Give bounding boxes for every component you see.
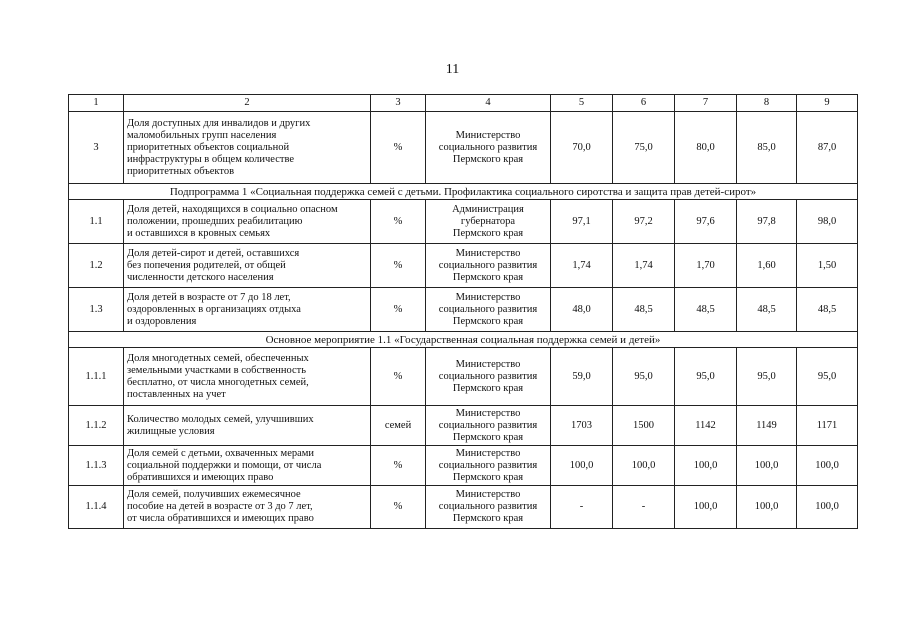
responsible-org bbox=[426, 486, 551, 529]
responsible-org-line: Пермского края bbox=[452, 431, 524, 443]
value-cell: 48,5 bbox=[613, 288, 675, 332]
responsible-org-line: Администрация bbox=[452, 203, 524, 215]
responsible-org bbox=[426, 288, 551, 332]
unit-cell: % bbox=[371, 112, 426, 184]
responsible-org-line: социального развития bbox=[438, 370, 538, 382]
indicator-name-line: Количество молодых семей, улучшивших bbox=[127, 413, 314, 425]
indicator-name-line: от числа обратившихся и имеющих право bbox=[127, 513, 314, 524]
column-header: 8 bbox=[737, 95, 797, 112]
value-cell: 1171 bbox=[797, 406, 858, 446]
indicator-name-line: маломобильных групп населения bbox=[127, 129, 277, 141]
column-number-row bbox=[69, 95, 858, 112]
value-cell: - bbox=[613, 486, 675, 529]
responsible-org-line: социального развития bbox=[438, 501, 538, 512]
value-cell: 1500 bbox=[613, 406, 675, 446]
unit-cell: % bbox=[371, 288, 426, 332]
responsible-org bbox=[426, 200, 551, 244]
column-header: 6 bbox=[613, 95, 675, 112]
value-cell: 95,0 bbox=[613, 348, 675, 406]
value-cell: 75,0 bbox=[613, 112, 675, 184]
indicator-name-line: социальной поддержки и помощи, от числа bbox=[127, 459, 322, 471]
value-cell: 59,0 bbox=[551, 348, 613, 406]
value-cell: 87,0 bbox=[797, 112, 858, 184]
value-cell: 97,1 bbox=[551, 200, 613, 244]
indicator-name-line: приоритетных объектов социальной bbox=[127, 141, 290, 153]
indicator-name bbox=[124, 112, 371, 184]
column-header: 3 bbox=[371, 95, 426, 112]
indicators-table bbox=[68, 94, 858, 529]
section-header-row bbox=[69, 332, 858, 348]
table-row bbox=[69, 348, 858, 406]
value-cell: 48,5 bbox=[797, 288, 858, 332]
indicator-name-line: и оставшихся в кровных семьях bbox=[127, 227, 271, 239]
section-header-row bbox=[69, 184, 858, 200]
responsible-org-line: Министерство bbox=[455, 489, 521, 500]
table-row bbox=[69, 486, 858, 529]
responsible-org-line: Министерство bbox=[455, 129, 521, 141]
value-cell: 100,0 bbox=[797, 446, 858, 486]
table-body bbox=[69, 112, 858, 529]
indicator-name-line: Доля многодетных семей, обеспеченных bbox=[127, 352, 309, 364]
indicator-name-line: обратившихся и имеющих право bbox=[127, 471, 274, 483]
responsible-org-line: социального развития bbox=[438, 303, 538, 315]
responsible-org-line: социального развития bbox=[438, 419, 538, 431]
responsible-org bbox=[426, 406, 551, 446]
unit-cell: % bbox=[371, 244, 426, 288]
value-cell: 100,0 bbox=[675, 486, 737, 529]
value-cell: 48,5 bbox=[675, 288, 737, 332]
responsible-org-line: Пермского края bbox=[452, 153, 524, 165]
indicator-name bbox=[124, 288, 371, 332]
table-row bbox=[69, 112, 858, 184]
indicator-name-line: положении, прошедших реабилитацию bbox=[127, 215, 303, 227]
unit-cell: % bbox=[371, 348, 426, 406]
value-cell: 100,0 bbox=[613, 446, 675, 486]
value-cell: 1703 bbox=[551, 406, 613, 446]
indicator-number: 1.1.1 bbox=[69, 348, 124, 406]
value-cell: 100,0 bbox=[675, 446, 737, 486]
indicator-name-line: поставленных на учет bbox=[127, 388, 226, 400]
value-cell: 1,70 bbox=[675, 244, 737, 288]
indicator-number: 1.1.3 bbox=[69, 446, 124, 486]
responsible-org-line: Министерство bbox=[455, 407, 521, 419]
value-cell: 100,0 bbox=[797, 486, 858, 529]
unit-cell: % bbox=[371, 486, 426, 529]
value-cell: 1,60 bbox=[737, 244, 797, 288]
value-cell: 48,5 bbox=[737, 288, 797, 332]
indicator-name bbox=[124, 244, 371, 288]
column-header: 4 bbox=[426, 95, 551, 112]
responsible-org bbox=[426, 244, 551, 288]
section-title: Подпрограмма 1 «Социальная поддержка семей с детьми. Профилактика социального сиротства и защита прав детей-сирот» bbox=[69, 184, 858, 200]
value-cell: 100,0 bbox=[737, 446, 797, 486]
value-cell: 80,0 bbox=[675, 112, 737, 184]
responsible-org bbox=[426, 348, 551, 406]
indicator-name-line: без попечения родителей, от общей bbox=[127, 259, 286, 271]
indicator-name-line: приоритетных объектов bbox=[127, 165, 235, 177]
responsible-org-line: Пермского края bbox=[452, 315, 524, 327]
value-cell: 70,0 bbox=[551, 112, 613, 184]
value-cell: 95,0 bbox=[797, 348, 858, 406]
unit-cell: семей bbox=[371, 406, 426, 446]
responsible-org-line: Министерство bbox=[455, 247, 521, 259]
value-cell: 100,0 bbox=[737, 486, 797, 529]
value-cell: 95,0 bbox=[737, 348, 797, 406]
value-cell: 1,50 bbox=[797, 244, 858, 288]
indicator-name-line: и оздоровления bbox=[127, 315, 197, 327]
indicator-name-line: Доля детей в возрасте от 7 до 18 лет, bbox=[127, 291, 291, 303]
indicator-name-line: оздоровленных в организациях отдыха bbox=[127, 303, 301, 315]
section-title: Основное мероприятие 1.1 «Государственная социальная поддержка семей и детей» bbox=[69, 332, 858, 348]
responsible-org-line: социального развития bbox=[438, 459, 538, 471]
table-row bbox=[69, 406, 858, 446]
indicator-name-line: жилищные условия bbox=[127, 425, 215, 437]
value-cell: 1142 bbox=[675, 406, 737, 446]
responsible-org-line: социального развития bbox=[438, 141, 538, 153]
table-row bbox=[69, 446, 858, 486]
responsible-org-line: Пермского края bbox=[452, 471, 524, 483]
table-row bbox=[69, 200, 858, 244]
value-cell: 1149 bbox=[737, 406, 797, 446]
column-header: 9 bbox=[797, 95, 858, 112]
unit-cell: % bbox=[371, 200, 426, 244]
indicator-name-line: бесплатно, от числа многодетных семей, bbox=[127, 376, 309, 388]
value-cell: - bbox=[551, 486, 613, 529]
value-cell: 98,0 bbox=[797, 200, 858, 244]
responsible-org bbox=[426, 446, 551, 486]
indicator-name-line: земельными участками в собственность bbox=[127, 364, 307, 376]
indicator-name-line: инфраструктуры в общем количестве bbox=[127, 153, 295, 165]
indicator-number: 1.1.4 bbox=[69, 486, 124, 529]
indicator-name-line: Доля доступных для инвалидов и других bbox=[127, 117, 311, 129]
responsible-org bbox=[426, 112, 551, 184]
responsible-org-line: социального развития bbox=[438, 259, 538, 271]
indicator-name bbox=[124, 486, 371, 529]
indicator-name-line: Доля семей, получивших ежемесячное bbox=[127, 489, 301, 500]
indicator-name bbox=[124, 446, 371, 486]
indicator-number: 1.1.2 bbox=[69, 406, 124, 446]
page-number: 11 bbox=[445, 62, 460, 77]
value-cell: 100,0 bbox=[551, 446, 613, 486]
indicator-name-line: Доля детей-сирот и детей, оставшихся bbox=[127, 247, 300, 259]
value-cell: 1,74 bbox=[613, 244, 675, 288]
indicator-name-line: Доля семей с детьми, охваченных мерами bbox=[127, 447, 315, 459]
table-row bbox=[69, 244, 858, 288]
table-row bbox=[69, 288, 858, 332]
indicator-name bbox=[124, 200, 371, 244]
indicator-name-line: Доля детей, находящихся в социально опасном bbox=[127, 203, 338, 215]
responsible-org-line: Министерство bbox=[455, 358, 521, 370]
responsible-org-line: Министерство bbox=[455, 447, 521, 459]
value-cell: 97,2 bbox=[613, 200, 675, 244]
indicator-number: 3 bbox=[69, 112, 124, 184]
value-cell: 85,0 bbox=[737, 112, 797, 184]
responsible-org-line: Пермского края bbox=[452, 227, 524, 239]
indicator-number: 1.2 bbox=[69, 244, 124, 288]
value-cell: 1,74 bbox=[551, 244, 613, 288]
indicator-name bbox=[124, 348, 371, 406]
responsible-org-line: Пермского края bbox=[452, 382, 524, 394]
indicator-name bbox=[124, 406, 371, 446]
indicator-name-line: пособие на детей в возрасте от 3 до 7 лет, bbox=[127, 501, 313, 512]
column-header: 5 bbox=[551, 95, 613, 112]
value-cell: 95,0 bbox=[675, 348, 737, 406]
column-header: 2 bbox=[124, 95, 371, 112]
value-cell: 97,8 bbox=[737, 200, 797, 244]
responsible-org-line: Пермского края bbox=[452, 513, 524, 524]
indicator-number: 1.3 bbox=[69, 288, 124, 332]
indicator-number: 1.1 bbox=[69, 200, 124, 244]
unit-cell: % bbox=[371, 446, 426, 486]
column-header: 7 bbox=[675, 95, 737, 112]
value-cell: 97,6 bbox=[675, 200, 737, 244]
column-header: 1 bbox=[69, 95, 124, 112]
responsible-org-line: Пермского края bbox=[452, 271, 524, 283]
responsible-org-line: Министерство bbox=[455, 291, 521, 303]
indicator-name-line: численности детского населения bbox=[127, 271, 274, 283]
value-cell: 48,0 bbox=[551, 288, 613, 332]
responsible-org-line: губернатора bbox=[460, 215, 516, 227]
